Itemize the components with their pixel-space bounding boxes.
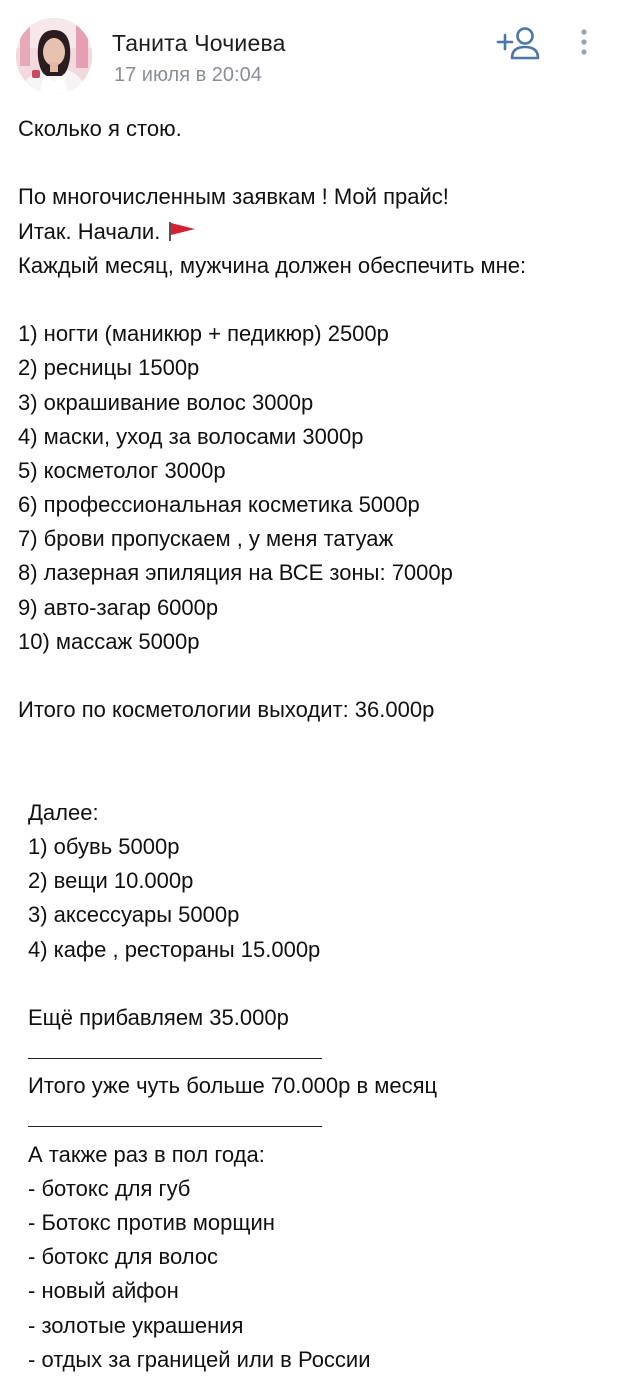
list-item: - ботокс для волос: [28, 1244, 219, 1270]
author-avatar[interactable]: [16, 18, 92, 94]
list-item: 4) маски, уход за волосами 3000р: [18, 423, 364, 449]
list-item: - ботокс для губ: [28, 1175, 191, 1201]
list-item: 7) брови пропускаем , у меня татуаж: [18, 526, 394, 552]
start-text: Итак. Начали.: [18, 218, 161, 244]
list-item: - Ботокс против морщин: [28, 1210, 275, 1235]
empty-line: [18, 146, 608, 180]
avatar-photo: [16, 18, 92, 94]
intro-line: По многочисленным заявкам ! Мой прайс!: [18, 184, 449, 210]
author-name[interactable]: Танита Чочиева: [112, 30, 286, 56]
list-item: 4) кафе , рестораны 15.000р: [28, 936, 321, 962]
divider: [18, 1103, 608, 1137]
post-header: [0, 0, 620, 100]
empty-line: [18, 659, 608, 693]
divider-rule: [28, 1038, 322, 1059]
more-options-button[interactable]: [570, 24, 598, 60]
list-item: - золотые украшения: [28, 1312, 244, 1338]
list-item: 2) ресницы 1500р: [18, 355, 200, 381]
divider: [18, 1035, 608, 1069]
list-item: 1) ногти (маникюр + педикюр) 2500р: [18, 321, 389, 347]
empty-line: [18, 283, 608, 317]
post-date[interactable]: 17 июля в 20:04: [114, 64, 262, 86]
divider-rule: [28, 1106, 322, 1127]
add-more-line: Ещё прибавляем 35.000р: [28, 1004, 289, 1030]
list-item: 6) профессиональная косметика 5000р: [18, 492, 420, 518]
empty-line: [18, 762, 608, 796]
more-vertical-icon: [570, 24, 598, 60]
post-title-line: Сколько я стою.: [18, 116, 182, 141]
start-line: [18, 215, 608, 249]
empty-line: [18, 727, 608, 761]
list-item: 8) лазерная эпиляция на ВСЕ зоны: 7000р: [18, 560, 453, 586]
next-heading: Далее:: [28, 799, 99, 825]
list-item: - отдых за границей или в России: [28, 1346, 371, 1372]
post-text: [18, 112, 608, 1377]
list-item: 9) авто-загар 6000р: [18, 594, 219, 620]
list-item: 3) аксессуары 5000р: [28, 902, 240, 928]
half-year-heading: А также раз в пол года:: [28, 1141, 265, 1167]
monthly-total-line: Итого уже чуть больше 70.000р в месяц: [28, 1073, 438, 1099]
add-friend-button[interactable]: [496, 22, 542, 62]
beauty-total-line: Итого по косметологии выходит: 36.000р: [18, 697, 435, 723]
list-item: 2) вещи 10.000р: [28, 868, 194, 894]
list-item: 1) обувь 5000р: [28, 833, 180, 859]
list-item: 10) массаж 5000р: [18, 628, 200, 654]
requirement-line: Каждый месяц, мужчина должен обеспечить мне:: [18, 252, 527, 278]
red-flag-emoji: [168, 220, 196, 242]
list-item: 3) окрашивание волос 3000р: [18, 389, 314, 415]
add-friend-icon: [496, 22, 542, 62]
list-item: 5) косметолог 3000р: [18, 457, 226, 483]
empty-line: [18, 967, 608, 1001]
list-item: - новый айфон: [28, 1278, 179, 1304]
